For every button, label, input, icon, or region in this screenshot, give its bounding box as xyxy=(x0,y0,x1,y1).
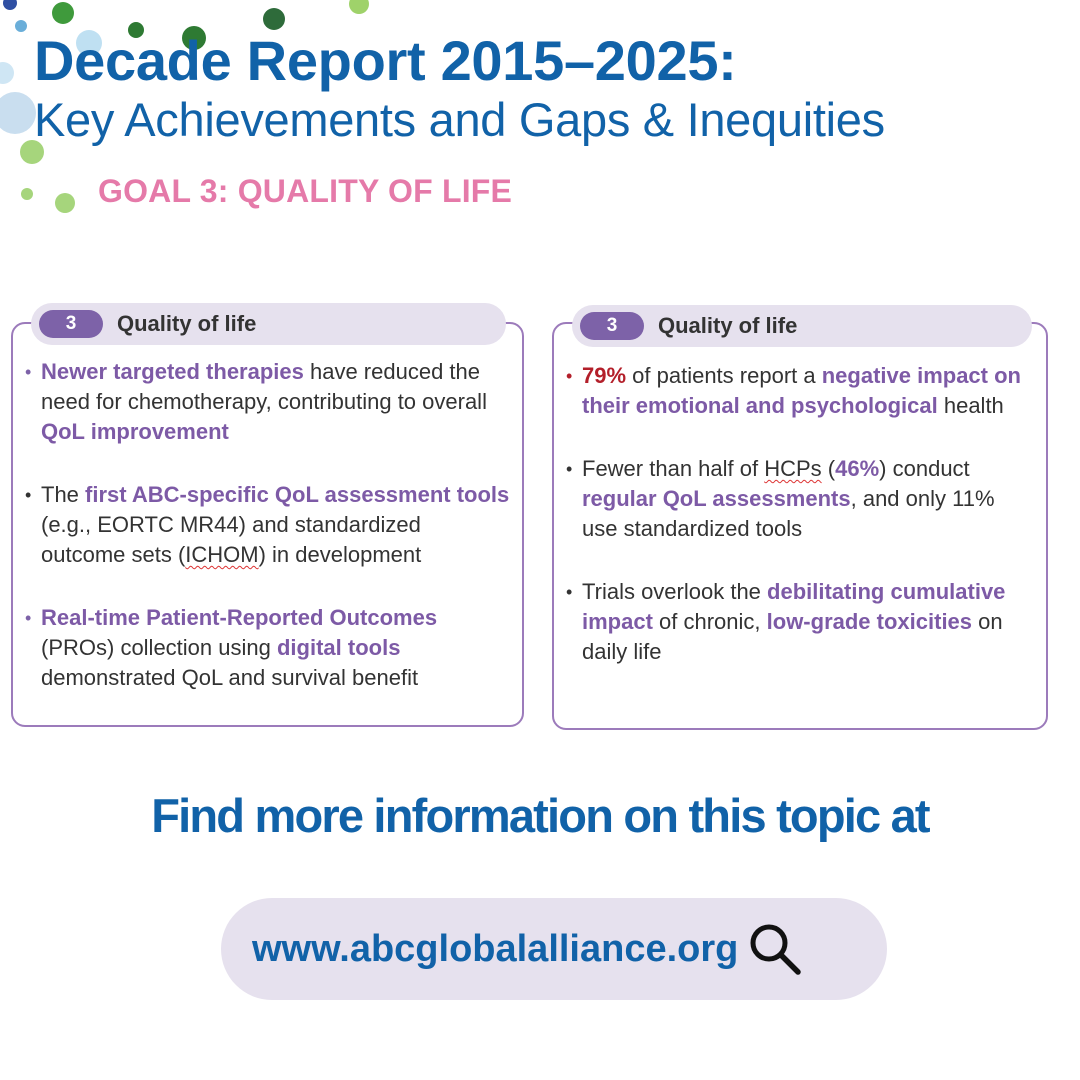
website-url[interactable]: www.abcglobalalliance.org xyxy=(252,927,739,970)
dot xyxy=(15,20,27,32)
dot xyxy=(55,193,75,213)
report-subtitle: Key Achievements and Gaps & Inequities xyxy=(34,93,885,146)
list-item: • 79% of patients report a negative impact on their emotional and psychological health xyxy=(566,361,1034,421)
report-title: Decade Report 2015–2025: xyxy=(34,29,737,92)
dot xyxy=(0,92,36,134)
list-item: • Real-time Patient-Reported Outcomes (PROs) collection using digital tools demonstrated QoL and survival benefit xyxy=(25,603,510,693)
dot xyxy=(21,188,33,200)
dot xyxy=(52,2,74,24)
list-item: • The first ABC-specific QoL assessment tools (e.g., EORTC MR44) and standardized outcome sets (ICHOM) in development xyxy=(25,480,510,570)
goal-number-badge: 3 xyxy=(39,310,103,338)
website-link[interactable] xyxy=(221,898,887,1000)
panel-title: Quality of life xyxy=(658,313,798,338)
gaps-panel xyxy=(552,313,1048,730)
cta-heading: Find more information on this topic at xyxy=(151,789,929,842)
achievements-panel xyxy=(11,311,524,727)
list-item: • Newer targeted therapies have reduced the need for chemotherapy, contributing to overall QoL improvement xyxy=(25,357,510,447)
list-item: • Trials overlook the debilitating cumulative impact of chronic, low-grade toxicities on daily life xyxy=(566,577,1034,667)
panel-header xyxy=(572,305,1032,347)
achievements-list xyxy=(25,357,510,726)
dot xyxy=(0,62,14,84)
dot xyxy=(349,0,369,14)
dot xyxy=(3,0,17,10)
dot xyxy=(263,8,285,30)
search-icon[interactable] xyxy=(746,920,804,978)
list-item: • Fewer than half of HCPs (46%) conduct regular QoL assessments, and only 11% use standardized tools xyxy=(566,454,1034,544)
gaps-list xyxy=(566,361,1034,700)
goal-heading: GOAL 3: QUALITY OF LIFE xyxy=(98,173,513,209)
goal-number-badge: 3 xyxy=(580,312,644,340)
panel-header xyxy=(31,303,506,345)
panel-title: Quality of life xyxy=(117,311,257,336)
